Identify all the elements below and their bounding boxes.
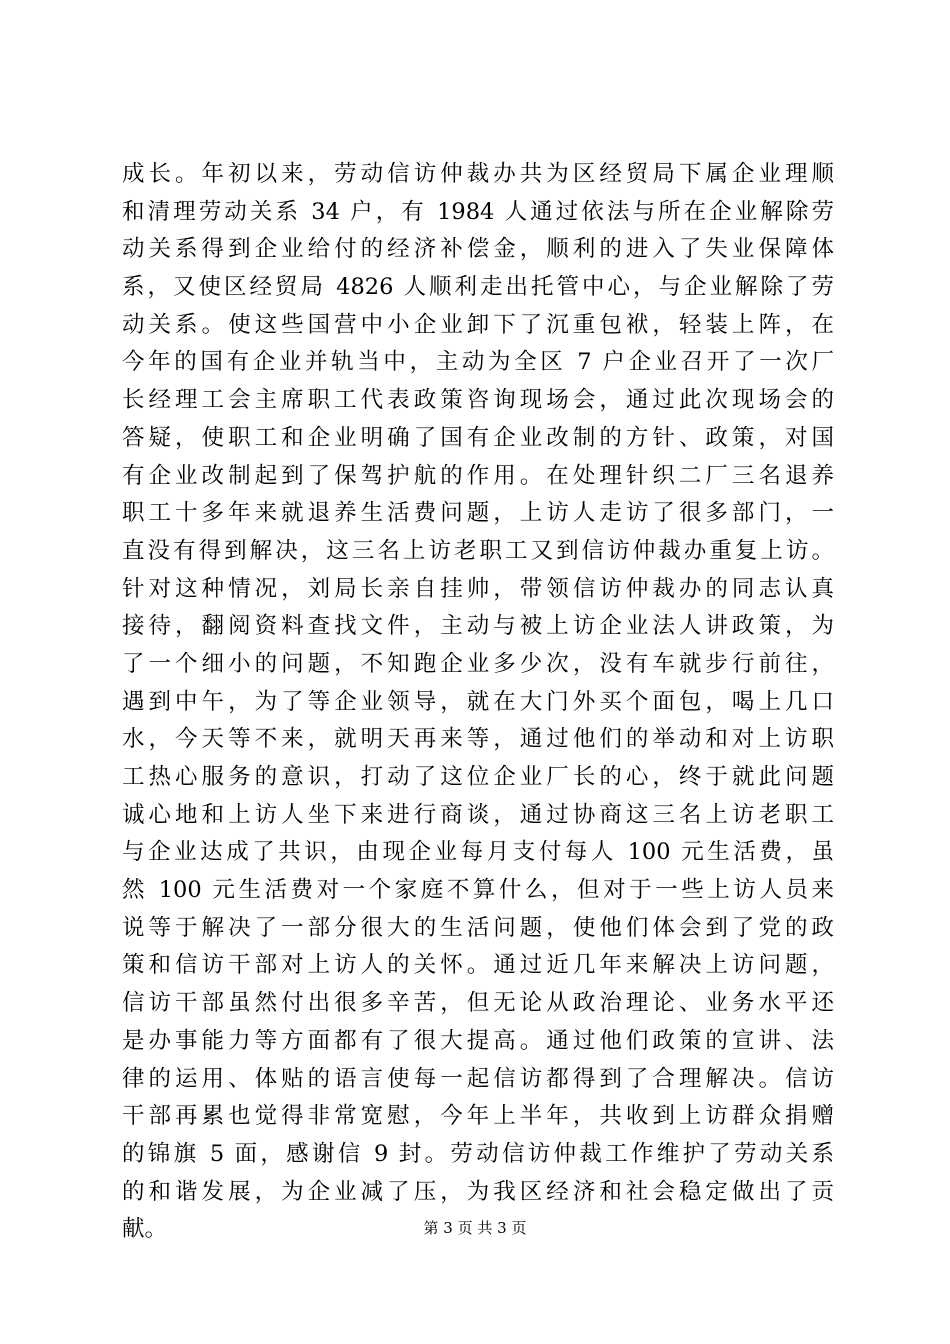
text-line: 职工十多年来就退养生活费问题，上访人走访了很多部门，一	[122, 500, 834, 527]
text-line: 信访干部虽然付出很多辛苦，但无论从政治理论、业务水平还	[122, 990, 834, 1017]
text-line: 策和信访干部对上访人的关怀。通过近几年来解决上访问题，	[122, 952, 834, 979]
text-line: 有企业改制起到了保驾护航的作用。在处理针织二厂三名退养	[122, 462, 834, 489]
text-line: 工热心服务的意识，打动了这位企业厂长的心，终于就此问题	[122, 764, 834, 790]
text-line: 针对这种情况，刘局长亲自挂帅，带领信访仲裁办的同志认真	[122, 575, 834, 602]
text-line: 水，今天等不来，就明天再来等，通过他们的举动和对上访职	[122, 726, 834, 753]
text-line: 长经理工会主席职工代表政策咨询现场会，通过此次现场会的	[122, 387, 834, 414]
text-line: 诚心地和上访人坐下来进行商谈，通过协商这三名上访老职工	[122, 801, 834, 828]
text-line: 遇到中午，为了等企业领导，就在大门外买个面包，喝上几口	[122, 688, 834, 715]
text-line: 的锦旗 5 面，感谢信 9 封。劳动信访仲裁工作维护了劳动关系	[122, 1140, 834, 1167]
text-line: 的和谐发展，为企业减了压，为我区经济和社会稳定做出了贡	[122, 1178, 834, 1205]
text-line: 与企业达成了共识，由现企业每月支付每人 100 元生活费，虽	[122, 839, 834, 866]
text-line: 答疑，使职工和企业明确了国有企业改制的方针、政策，对国	[122, 424, 834, 451]
text-line: 接待，翻阅资料查找文件，主动与被上访企业法人讲政策，为	[122, 613, 834, 640]
text-line: 律的运用、体贴的语言使每一起信访都得到了合理解决。信访	[122, 1065, 834, 1092]
body-paragraph	[122, 156, 834, 1249]
text-line: 干部再累也觉得非常宽慰，今年上半年，共收到上访群众捐赠	[122, 1103, 834, 1130]
text-line: 直没有得到解决，这三名上访老职工又到信访仲裁办重复上访。	[122, 537, 834, 564]
text-line: 系，又使区经贸局 4826 人顺利走出托管中心，与企业解除了劳	[122, 274, 834, 301]
text-line: 是办事能力等方面都有了很大提高。通过他们政策的宣讲、法	[122, 1027, 834, 1054]
text-line: 动关系。使这些国营中小企业卸下了沉重包袱，轻装上阵，在	[122, 311, 834, 338]
text-line: 说等于解决了一部分很大的生活问题，使他们体会到了党的政	[122, 914, 834, 941]
text-line: 今年的国有企业并轨当中，主动为全区 7 户企业召开了一次厂	[122, 349, 834, 376]
text-line: 动关系得到企业给付的经济补偿金，顺利的进入了失业保障体	[122, 236, 834, 263]
text-line: 然 100 元生活费对一个家庭不算什么，但对于一些上访人员来	[122, 877, 834, 904]
text-line: 和清理劳动关系 34 户，有 1984 人通过依法与所在企业解除劳	[122, 198, 834, 225]
text-line: 了一个细小的问题，不知跑企业多少次，没有车就步行前往，	[122, 650, 834, 677]
text-line-last: 献。	[122, 1216, 168, 1243]
page-number-footer: 第 3 页 共 3 页	[423, 1219, 527, 1237]
text-line: 成长。年初以来，劳动信访仲裁办共为区经贸局下属企业理顺	[122, 161, 834, 187]
